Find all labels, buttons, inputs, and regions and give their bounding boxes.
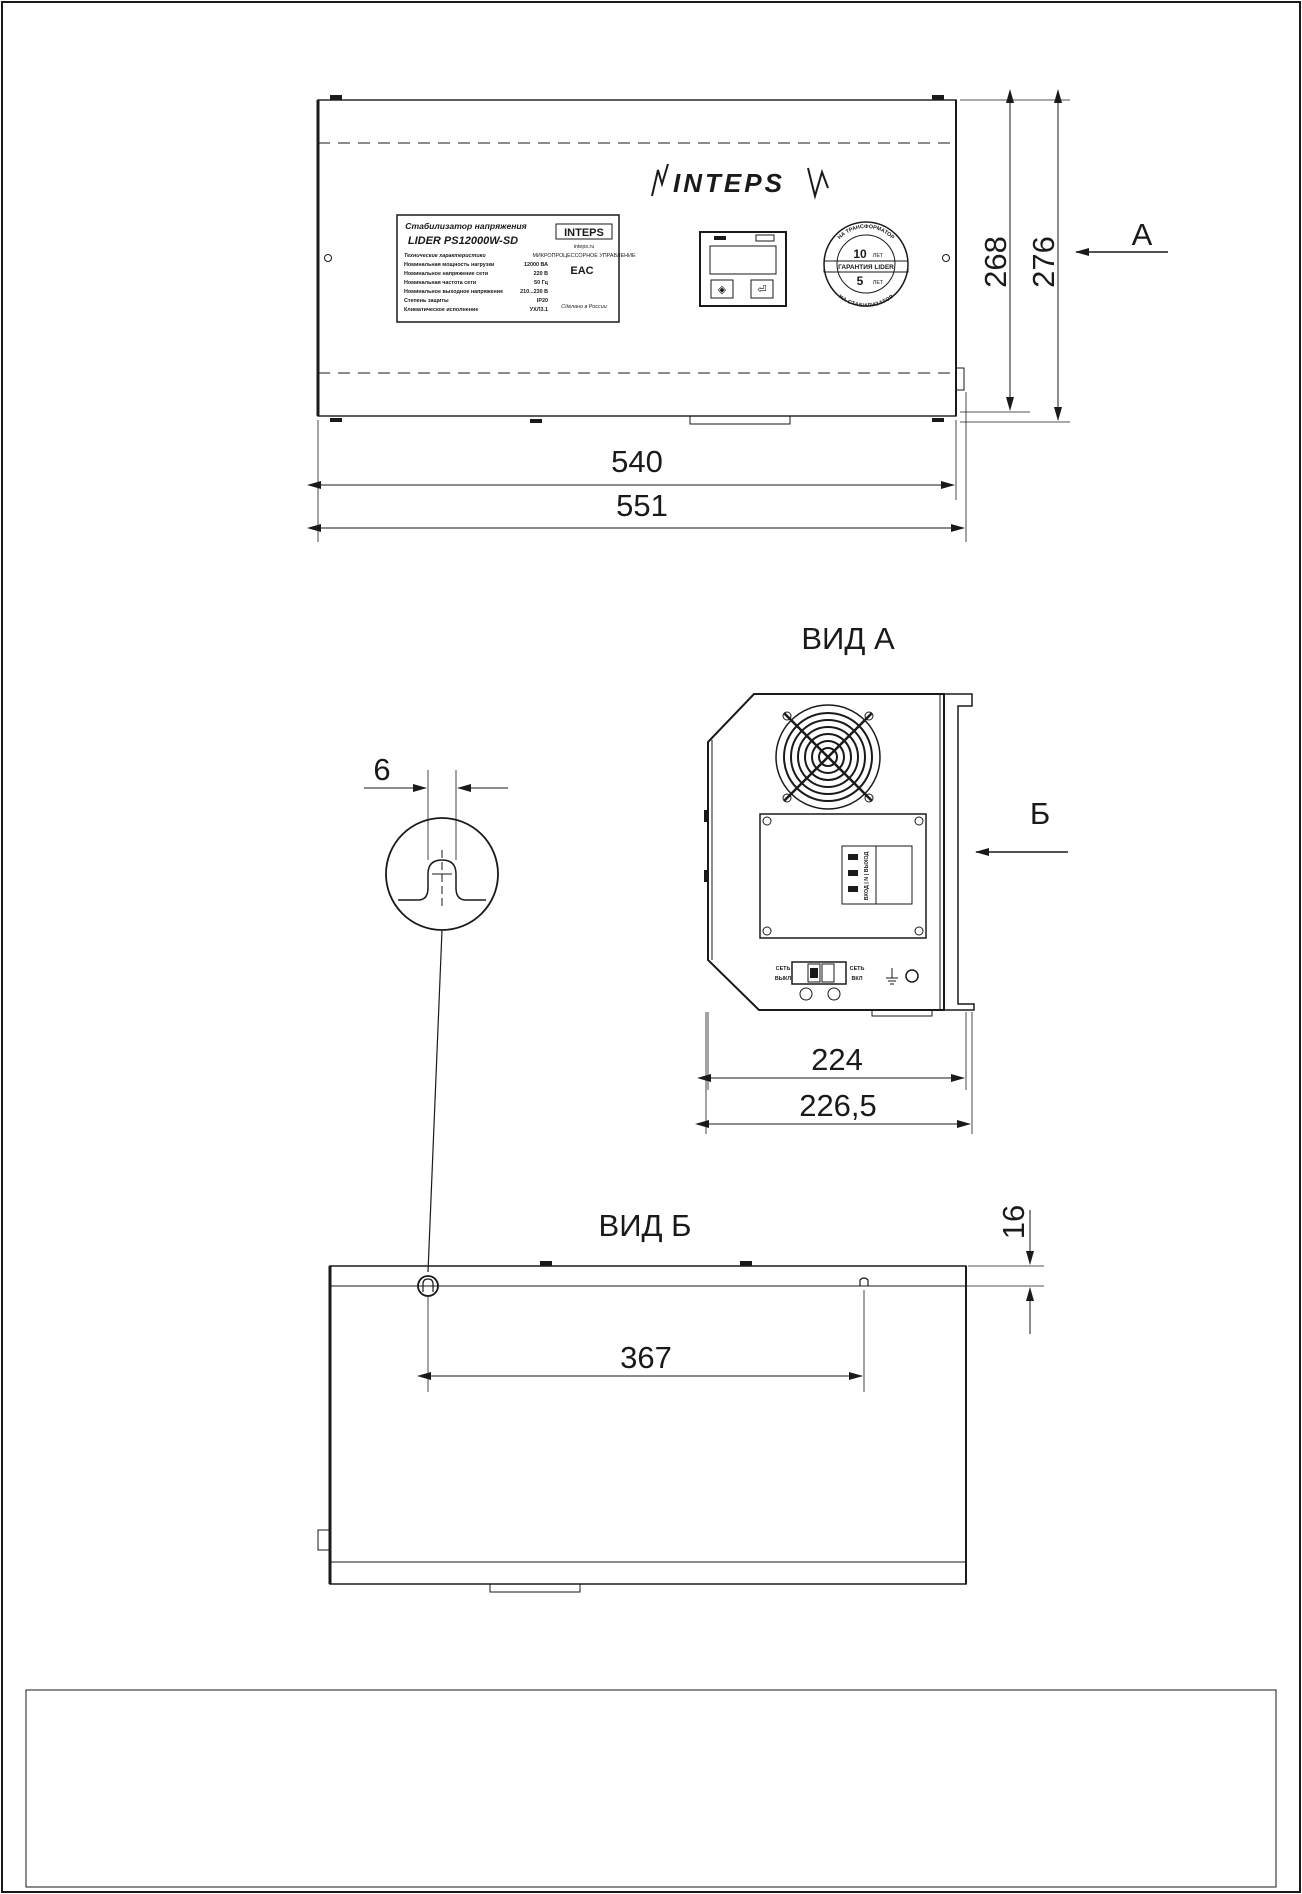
dim-367: 367 bbox=[620, 1340, 672, 1375]
nameplate-value: 50 Гц bbox=[534, 280, 548, 286]
svg-text:⏎: ⏎ bbox=[757, 284, 767, 296]
title-block bbox=[26, 1690, 1276, 1887]
front-view bbox=[318, 95, 1168, 542]
svg-text:СЕТЬ: СЕТЬ bbox=[775, 966, 791, 972]
svg-text:Стабилизатор напряжения: Стабилизатор напряжения bbox=[405, 221, 527, 231]
sheet-border bbox=[2, 2, 1300, 1892]
svg-text:НА СТАБИЛИЗАТОР: НА СТАБИЛИЗАТОР bbox=[837, 293, 895, 310]
nameplate-param: Номинальное выходное напряжение bbox=[404, 289, 504, 295]
dim-268: 268 bbox=[978, 236, 1013, 288]
power-switch bbox=[775, 962, 865, 1000]
nameplate bbox=[397, 215, 636, 322]
nameplate-param: Климатическое исполнение bbox=[404, 307, 479, 313]
warranty-seal bbox=[824, 222, 908, 309]
svg-text:EAC: EAC bbox=[570, 265, 594, 277]
svg-text:ЛЕТ: ЛЕТ bbox=[872, 253, 884, 259]
nameplate-value: УХЛ3.1 bbox=[529, 307, 548, 313]
terminal-label: ВХОД | N | ВЫХОД bbox=[864, 851, 870, 901]
nameplate-param: Номинальная частота сети bbox=[404, 280, 477, 286]
view-b-marker: Б bbox=[1029, 796, 1051, 831]
view-a bbox=[704, 621, 1068, 1134]
svg-text:10: 10 bbox=[853, 247, 867, 261]
dim-276: 276 bbox=[1026, 236, 1061, 288]
svg-text:◈: ◈ bbox=[717, 284, 727, 296]
svg-text:ВЫКЛ: ВЫКЛ bbox=[774, 976, 792, 982]
nameplate-value: 210...230 В bbox=[520, 289, 548, 295]
terminal-panel bbox=[760, 814, 926, 938]
nameplate-value: 12000 ВА bbox=[523, 262, 548, 268]
nameplate-param: Степень защиты bbox=[404, 298, 449, 304]
view-a-title: ВИД А bbox=[801, 621, 895, 656]
brand-logo: INTEPS bbox=[673, 168, 785, 198]
view-a-marker: А bbox=[1131, 217, 1153, 252]
svg-text:ГАРАНТИЯ LIDER: ГАРАНТИЯ LIDER bbox=[838, 264, 894, 271]
svg-text:МИКРОПРОЦЕССОРНОЕ УПРАВЛЕНИЕ: МИКРОПРОЦЕССОРНОЕ УПРАВЛЕНИЕ bbox=[532, 253, 636, 259]
view-b bbox=[318, 1205, 1044, 1592]
dim-540: 540 bbox=[611, 444, 663, 479]
svg-text:inteps.ru: inteps.ru bbox=[573, 244, 595, 250]
nameplate-logo: INTEPS bbox=[564, 227, 604, 239]
nameplate-value: 220 В bbox=[533, 271, 548, 277]
nameplate-param: Номинальное напряжение сети bbox=[404, 271, 489, 277]
svg-text:LIDER PS12000W-SD: LIDER PS12000W-SD bbox=[407, 235, 519, 247]
nameplate-param: Номинальная мощность нагрузки bbox=[404, 262, 495, 268]
svg-text:НА ТРАНСФОРМАТОР: НА ТРАНСФОРМАТОР bbox=[836, 223, 896, 241]
dim-16: 16 bbox=[996, 1204, 1031, 1240]
dim-6: 6 bbox=[373, 752, 391, 787]
nameplate-value: IP20 bbox=[536, 298, 548, 304]
mount-hole-right bbox=[860, 1278, 868, 1286]
ground-icon bbox=[886, 968, 918, 984]
view-b-title: ВИД Б bbox=[598, 1208, 692, 1243]
dim-224: 224 bbox=[811, 1042, 863, 1077]
svg-text:Сделано в России: Сделано в России bbox=[561, 304, 607, 310]
svg-text:5: 5 bbox=[856, 274, 864, 288]
dim-551: 551 bbox=[616, 488, 668, 523]
control-panel bbox=[700, 232, 786, 306]
svg-text:ЛЕТ: ЛЕТ bbox=[872, 280, 884, 286]
svg-text:Технические характеристики: Технические характеристики bbox=[404, 253, 486, 259]
dim-226-5: 226,5 bbox=[799, 1088, 877, 1123]
slot-detail bbox=[364, 752, 508, 1272]
svg-text:ВКЛ: ВКЛ bbox=[851, 976, 863, 982]
fan-grille bbox=[776, 705, 880, 809]
svg-text:СЕТЬ: СЕТЬ bbox=[849, 966, 865, 972]
